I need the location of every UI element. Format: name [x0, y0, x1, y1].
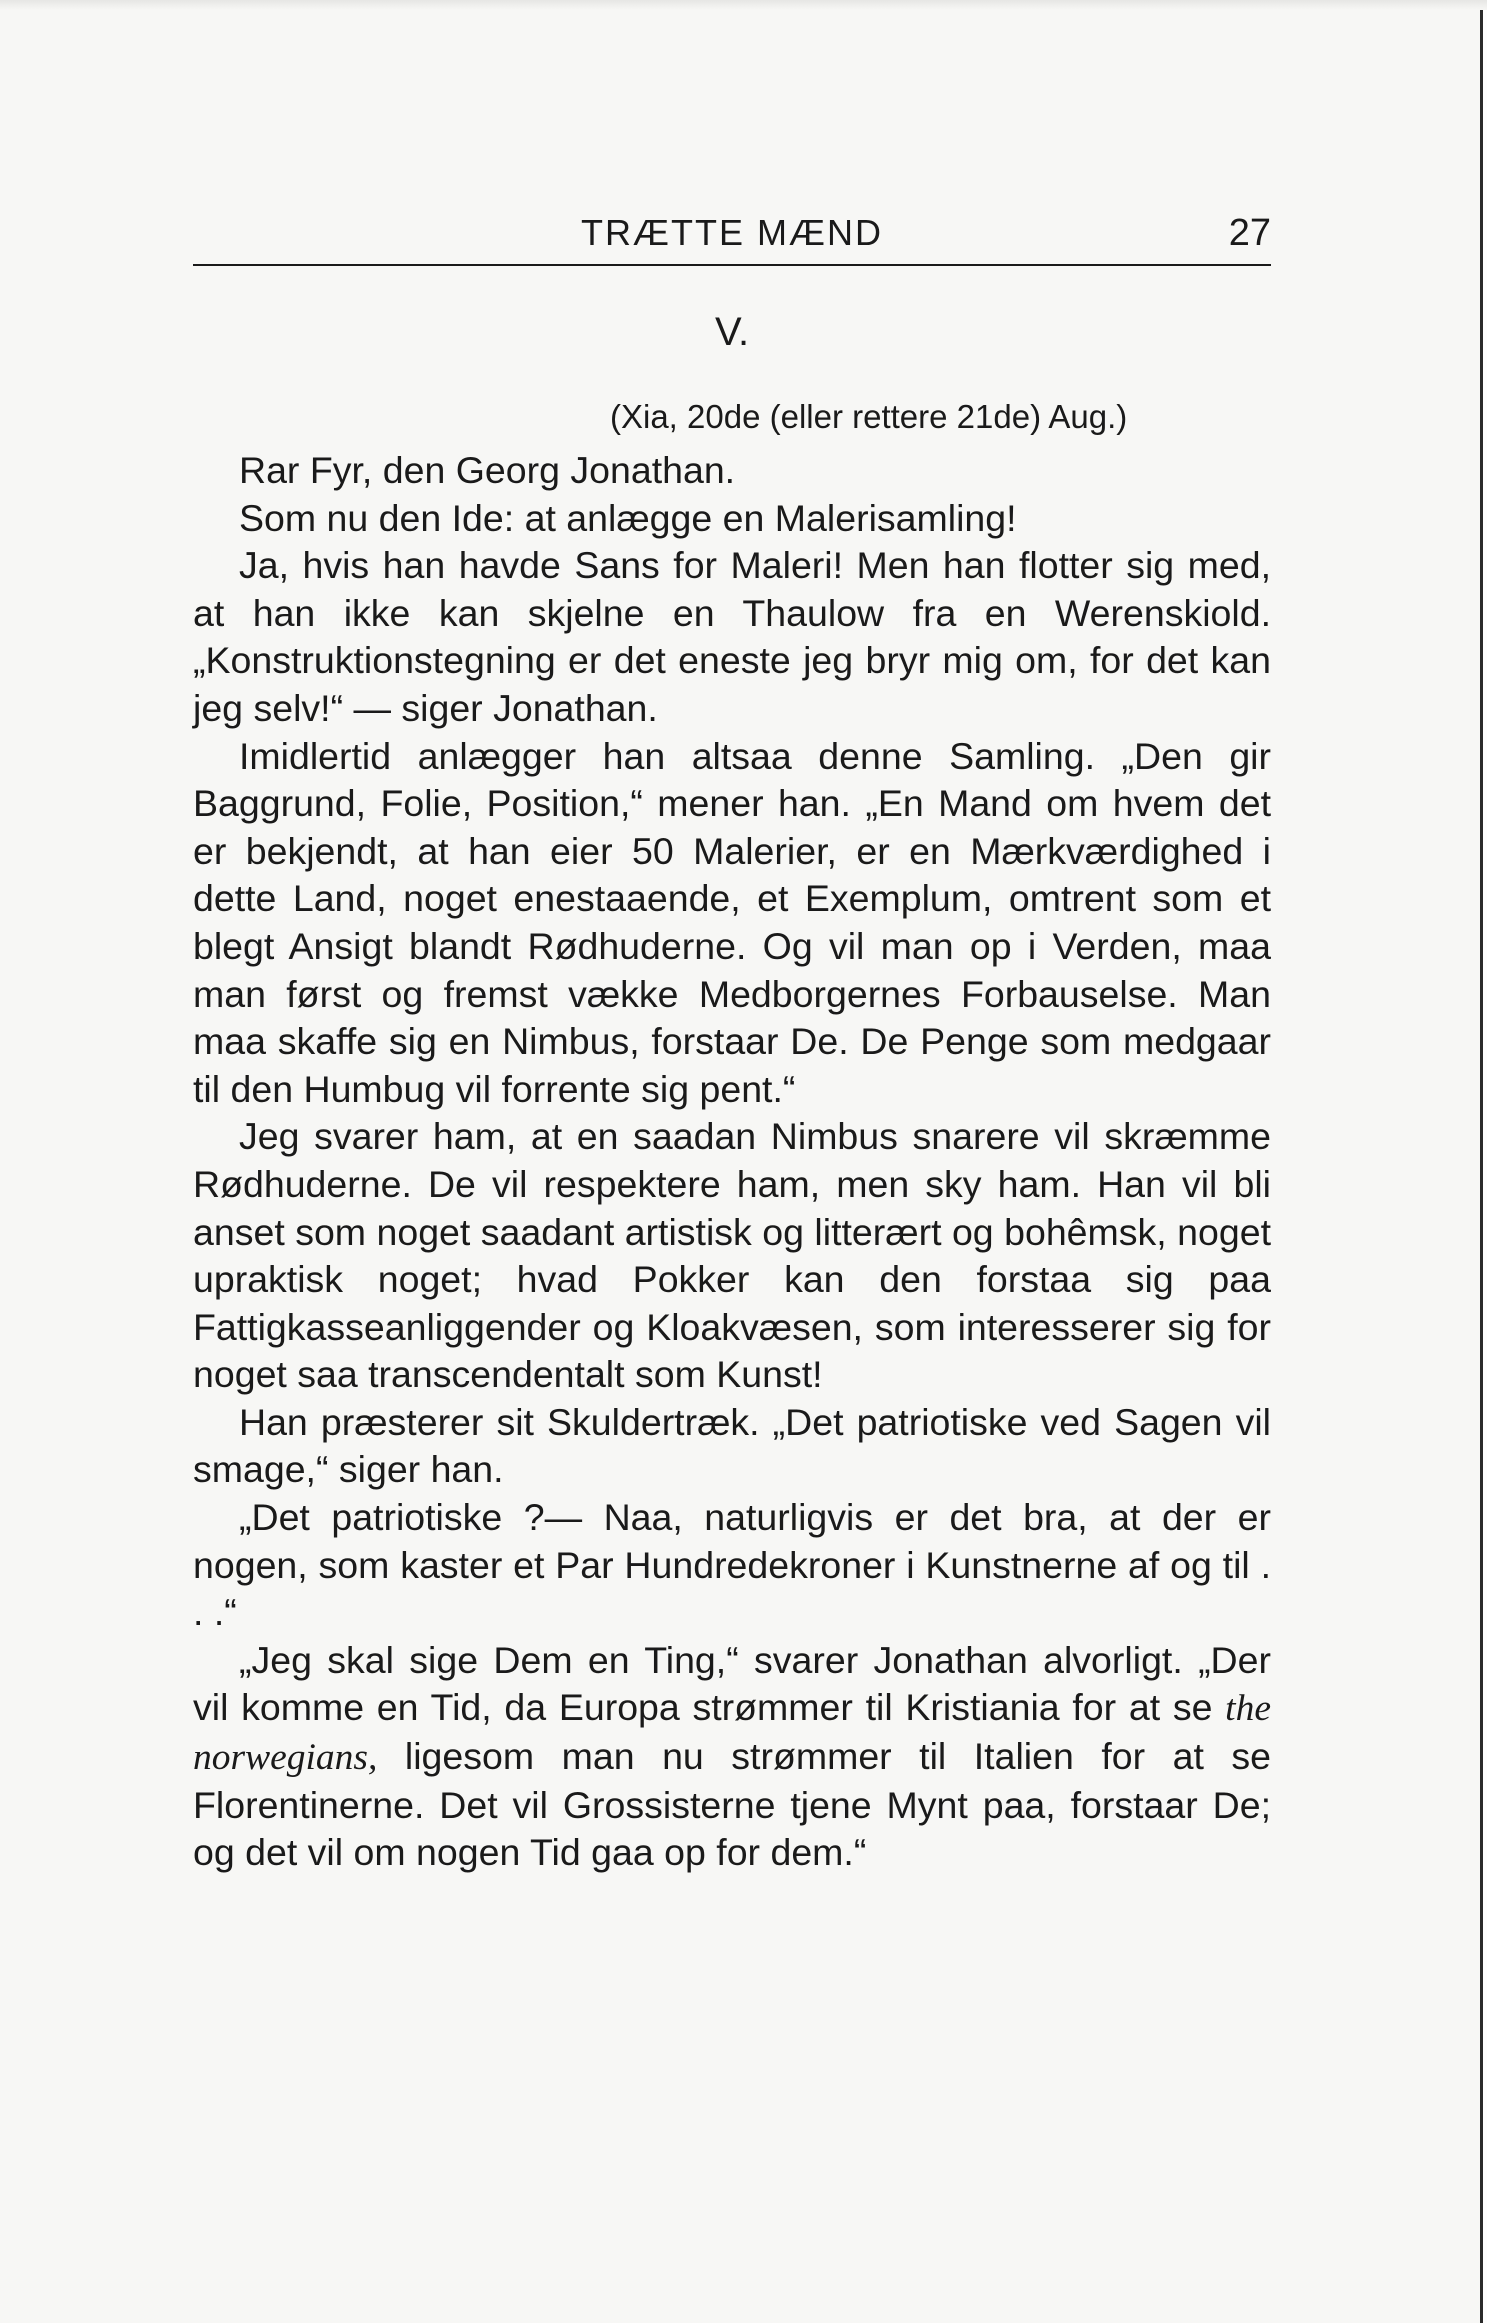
- running-title: TRÆTTE MÆND: [581, 212, 883, 253]
- section-numeral: V.: [714, 310, 750, 354]
- header-rule: [193, 264, 1271, 266]
- paragraph: Imidlertid anlægger han altsaa denne Samling. „Den gir Baggrund, Folie, Position,“ mener han. „En Mand om hvem det er bekjendt, at han eier 50 Malerier, er en Mærkværdighed i dette Land, noget enestaaende, et Exemplum, omtrent som et blegt Ansigt blandt Rødhuderne. Og vil man op i Verden, maa man først og fremst vække Medborgernes Forbauselse. Man maa skaffe sig en Nimbus, forstaar De. De Penge som medgaar til den Humbug vil forrente sig pent.“: [193, 734, 1271, 1110]
- dateline: (Xia, 20de (eller rettere 21de) Aug.): [610, 398, 1128, 435]
- paragraph: „Det patriotiske ?— Naa, naturligvis er det bra, at der er nogen, som kaster et Par Hundredekroner i Kunstnerne af og til . . .“: [193, 1496, 1271, 1634]
- page-top-edge: [0, 0, 1487, 10]
- final-paragraph: [193, 1637, 1271, 1877]
- running-header: [193, 212, 1271, 270]
- paragraph: Som nu den Ide: at anlægge en Malerisamling!: [239, 496, 1017, 539]
- paragraph: Jeg svarer ham, at en saadan Nimbus snarere vil skræmme Rødhuderne. De vil respektere ham, men sky ham. Han vil bli anset som noget saadant artistisk og litterært og bohêmsk, noget upraktisk noget; hvad Pokker kan den forstaa sig paa Fattigkasseanliggender og Kloakvæsen, som interesserer sig for noget saa transcendentalt som Kunst!: [193, 1115, 1271, 1396]
- paragraph: Han præsterer sit Skuldertræk. „Det patriotiske ved Sagen vil smage,“ siger han.: [193, 1400, 1271, 1491]
- final-paragraph-start: „Jeg skal sige Dem en Ting,“ svarer Jonathan alvorligt. „Der vil komme en Tid, da Europa strømmer til Kristiania for at se: [193, 1638, 1271, 1729]
- italic-phrase: the norwegians,: [193, 1688, 1271, 1779]
- body-text: [193, 447, 1271, 1877]
- final-paragraph-end: ligesom man nu strømmer til Italien for at se Florentinerne. Det vil Grossisterne tjene Mynt paa, forstaar De; og det vil om nogen Tid gaa op for dem.“: [193, 1735, 1271, 1874]
- paragraph: Rar Fyr, den Georg Jonathan.: [239, 449, 736, 491]
- page-number: 27: [1228, 212, 1271, 254]
- paragraph: Ja, hvis han havde Sans for Maleri! Men han flotter sig med, at han ikke kan skjelne en Thaulow fra en Werenskiold. „Konstruktionstegning er det eneste jeg bryr mig om, for det kan jeg selv!“ — siger Jonathan.: [193, 544, 1271, 729]
